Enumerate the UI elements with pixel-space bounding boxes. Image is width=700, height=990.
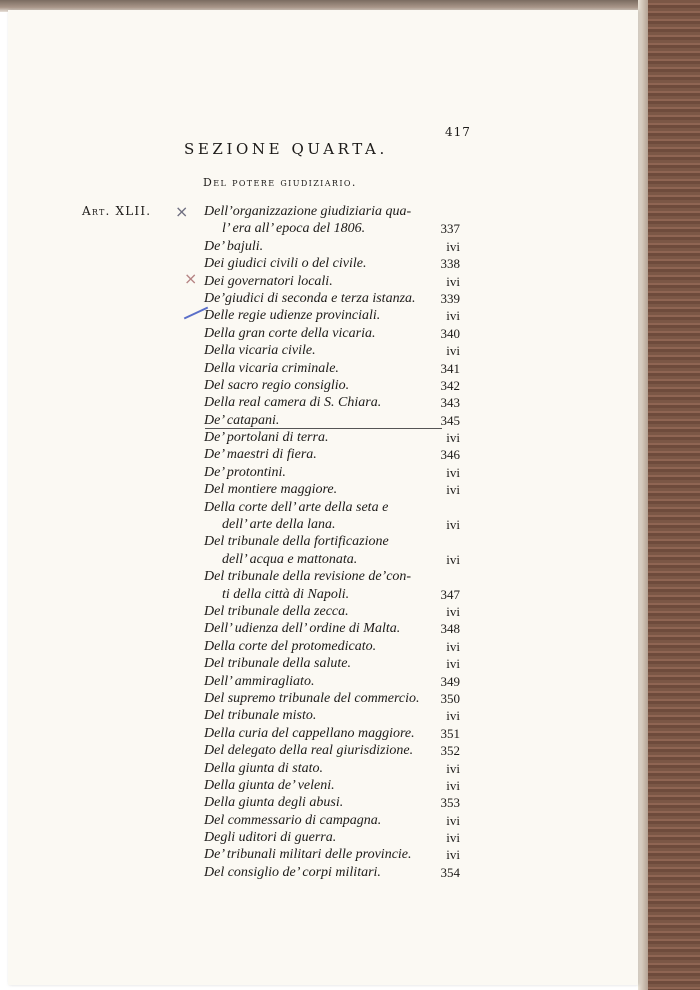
toc-entry-title: De’ maestri di fiera. (204, 447, 317, 463)
toc-entry (204, 742, 460, 759)
toc-entry (204, 760, 460, 777)
toc-entry (204, 273, 460, 290)
toc-entry-title: De’giudici di seconda e terza istanza. (204, 290, 416, 306)
toc-entry-title: Del tribunale della zecca. (204, 603, 349, 619)
toc-entry-page: ivi (446, 343, 460, 359)
toc-entry (204, 446, 460, 463)
toc-entry (204, 203, 460, 220)
toc-entry-title: Del tribunale misto. (204, 708, 317, 724)
toc-entry-title: Del tribunale della fortificazione (204, 534, 389, 550)
toc-entry-page: ivi (446, 308, 460, 324)
toc-entry (204, 255, 460, 272)
toc-entry-title: Della vicaria civile. (204, 343, 316, 359)
toc-entry (204, 586, 460, 603)
toc-entry (204, 690, 460, 707)
toc-entry (204, 238, 460, 255)
toc-entry-page: ivi (446, 638, 460, 654)
toc-entry-page: 345 (440, 412, 460, 428)
toc-entry-page: 343 (440, 395, 460, 411)
toc-entry (204, 533, 460, 550)
toc-entry (204, 464, 460, 481)
toc-entry (204, 377, 460, 394)
toc-entry (204, 794, 460, 811)
toc-entry-title: Del delegato della real giurisdizione. (204, 743, 414, 759)
toc-entry-title: Della giunta di stato. (204, 760, 323, 776)
toc-entry-page: ivi (446, 464, 460, 480)
toc-entry-page: 353 (440, 795, 460, 811)
toc-entry-title: Della corte del protomedicato. (204, 638, 377, 654)
toc-entry (204, 864, 460, 881)
toc-entry-title: Del tribunale della revisione de’con- (204, 569, 412, 585)
toc-entry-title: Del consiglio de’ corpi militari. (204, 864, 381, 880)
toc-entry-page: 349 (440, 673, 460, 689)
toc-entry-page: ivi (446, 551, 460, 567)
toc-entry-page: 341 (440, 360, 460, 376)
toc-entry-title: Dei giudici civili o del civile. (204, 256, 367, 272)
toc-entry-page: ivi (446, 708, 460, 724)
toc-entry (204, 342, 460, 359)
toc-entry (204, 846, 460, 863)
toc-entry (204, 620, 460, 637)
toc-entry-title: Del commessario di campagna. (204, 812, 382, 828)
toc-entry-page: ivi (446, 238, 460, 254)
toc-entry-page: ivi (446, 430, 460, 446)
toc-entry (204, 829, 460, 846)
toc-entry-page: 342 (440, 377, 460, 393)
book-spine (648, 0, 700, 990)
toc-entry (204, 307, 460, 324)
toc-entry-title: Del supremo tribunale del commercio. (204, 690, 420, 706)
toc-entry-title: Del sacro regio consiglio. (204, 377, 350, 393)
toc-entry-title: dell’ acqua e mattonata. (222, 551, 358, 567)
table-of-contents (204, 203, 460, 881)
toc-entry-page: ivi (446, 760, 460, 776)
toc-entry-title: Della giunta de’ veleni. (204, 777, 335, 793)
toc-entry-page: ivi (446, 830, 460, 846)
toc-entry-page: ivi (446, 603, 460, 619)
toc-entry (204, 429, 460, 446)
toc-entry (204, 412, 460, 429)
toc-entry-title: De’ protontini. (204, 464, 286, 480)
page-gutter (638, 0, 648, 990)
toc-entry-page: ivi (446, 517, 460, 533)
toc-entry-title: De’ portolani di terra. (204, 430, 329, 446)
red-x-mark: × (184, 269, 198, 288)
toc-entry (204, 707, 460, 724)
toc-entry-page: ivi (446, 656, 460, 672)
toc-entry (204, 360, 460, 377)
toc-entry (204, 481, 460, 498)
toc-entry-page: 352 (440, 743, 460, 759)
toc-entry-title: Dei governatori locali. (204, 273, 333, 289)
toc-entry-title: Del montiere maggiore. (204, 482, 338, 498)
toc-entry-title: Del tribunale della salute. (204, 656, 351, 672)
pencil-x-mark: × (175, 202, 189, 221)
toc-entry-title: dell’ arte della lana. (222, 517, 336, 533)
toc-entry (204, 499, 460, 516)
toc-entry (204, 638, 460, 655)
toc-entry-page: 348 (440, 621, 460, 637)
toc-entry-page: ivi (446, 482, 460, 498)
toc-entry-title: Della gran corte della vicaria. (204, 325, 376, 341)
section-title: SEZIONE QUARTA. (184, 140, 388, 158)
toc-entry (204, 725, 460, 742)
toc-entry-title: Delle regie udienze provinciali. (204, 308, 381, 324)
toc-entry-title: De’ catapani. (204, 412, 280, 428)
toc-entry-page: 347 (440, 586, 460, 602)
toc-entry-title: De’ bajuli. (204, 238, 264, 254)
toc-entry (204, 673, 460, 690)
page-number: 417 (445, 125, 471, 139)
toc-entry-title: Dell’ udienza dell’ ordine di Malta. (204, 621, 401, 637)
toc-entry (204, 655, 460, 672)
toc-entry-page: 339 (440, 290, 460, 306)
toc-entry-page: ivi (446, 812, 460, 828)
toc-entry (204, 394, 460, 411)
toc-entry-page: ivi (446, 273, 460, 289)
toc-entry-title: Dell’organizzazione giudiziaria qua- (204, 204, 412, 219)
toc-entry-page: ivi (446, 777, 460, 793)
toc-entry (204, 568, 460, 585)
article-label: Art. XLII. (82, 204, 152, 218)
toc-entry-title: Della giunta degli abusi. (204, 795, 344, 811)
toc-entry-page: 338 (440, 256, 460, 272)
toc-entry-title: Della corte dell’ arte della seta e (204, 499, 389, 515)
toc-entry (204, 777, 460, 794)
toc-entry-page: 340 (440, 325, 460, 341)
toc-entry-title: ti della città di Napoli. (222, 586, 350, 602)
toc-entry-page: 351 (440, 725, 460, 741)
toc-entry-title: l’ era all’ epoca del 1806. (222, 221, 366, 237)
toc-entry-page: 346 (440, 447, 460, 463)
toc-entry-page: 354 (440, 864, 460, 880)
toc-entry (204, 551, 460, 568)
toc-entry (204, 220, 460, 237)
toc-entry-title: Dell’ ammiragliato. (204, 673, 315, 689)
toc-entry (204, 812, 460, 829)
toc-entry (204, 290, 460, 307)
toc-entry-title: Della real camera di S. Chiara. (204, 395, 382, 411)
toc-entry-page: ivi (446, 847, 460, 863)
toc-entry-title: Degli uditori di guerra. (204, 830, 337, 846)
toc-entry (204, 325, 460, 342)
section-subtitle: Del potere giudiziario. (203, 176, 357, 189)
toc-entry-title: De’ tribunali militari delle provincie. (204, 847, 412, 863)
toc-entry (204, 603, 460, 620)
toc-entry-page: 350 (440, 690, 460, 706)
toc-entry-title: Della curia del cappellano maggiore. (204, 725, 415, 741)
toc-entry (204, 516, 460, 533)
toc-entry-title: Della vicaria criminale. (204, 360, 339, 376)
toc-entry-page: 337 (440, 221, 460, 237)
